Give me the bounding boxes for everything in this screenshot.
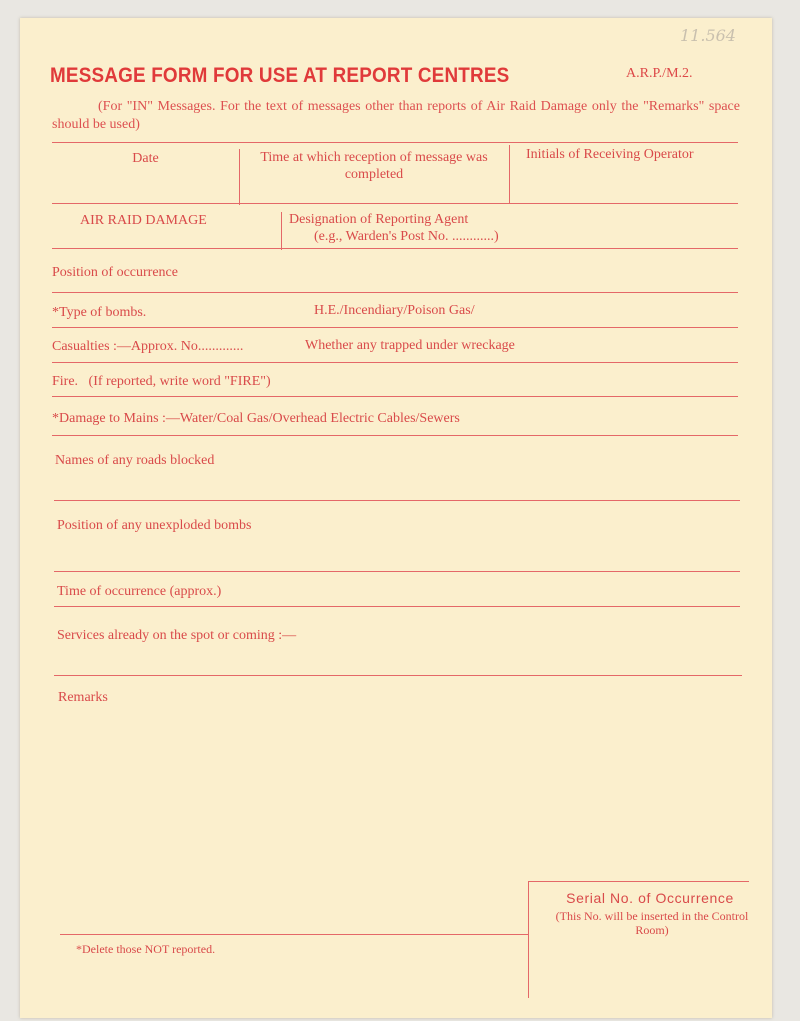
rule-footnote — [60, 934, 528, 935]
roads-blocked-label: Names of any roads blocked — [55, 453, 215, 468]
rule-casualties — [52, 362, 738, 363]
divider-date-time — [239, 149, 240, 205]
form-number: A.R.P./M.2. — [626, 66, 693, 81]
divider-time-initials — [509, 145, 510, 203]
air-raid-damage-heading: AIR RAID DAMAGE — [80, 213, 207, 228]
rule-roads — [54, 500, 740, 501]
rule-time-occurrence — [54, 606, 740, 607]
pencil-annotation: 11.564 — [680, 26, 736, 45]
remarks-label: Remarks — [58, 690, 108, 705]
time-of-occurrence-label: Time of occurrence (approx.) — [57, 584, 222, 599]
services-label: Services already on the spot or coming :— — [57, 628, 297, 643]
bomb-type-options: H.E./Incendiary/Poison Gas/ — [314, 303, 475, 318]
rule-reception-bottom — [52, 203, 738, 204]
reporting-agent-example: (e.g., Warden's Post No. ............) — [314, 229, 499, 244]
rule-mains — [52, 435, 738, 436]
rule-damage-bottom — [52, 248, 738, 249]
rule-position — [52, 292, 738, 293]
fire-label: Fire. (If reported, write word "FIRE") — [52, 374, 271, 389]
date-label: Date — [132, 151, 159, 166]
rule-bombs — [52, 327, 738, 328]
operator-initials-label: Initials of Receiving Operator — [526, 147, 694, 162]
trapped-label: Whether any trapped under wreckage — [305, 338, 515, 353]
rule-services — [54, 675, 742, 676]
form-instructions: (For "IN" Messages. For the text of messages other than reports of Air Raid Damage only the "Remarks" space should be used) — [52, 99, 740, 132]
rule-top — [52, 142, 738, 143]
reporting-agent-label: Designation of Reporting Agent — [289, 212, 469, 227]
rule-unexploded — [54, 571, 740, 572]
bomb-type-label: *Type of bombs. — [52, 305, 147, 320]
time-received-label: Time at which reception of message was completed — [260, 150, 488, 182]
form-title: MESSAGE FORM FOR USE AT REPORT CENTRES — [50, 64, 510, 87]
mains-damage-label: *Damage to Mains :—Water/Coal Gas/Overhead Electric Cables/Sewers — [52, 411, 460, 426]
casualties-label: Casualties :—Approx. No............. — [52, 339, 244, 354]
serial-number-label: Serial No. of Occurrence — [566, 890, 734, 906]
divider-damage-agent — [281, 212, 282, 250]
position-label: Position of occurrence — [52, 265, 178, 280]
serial-number-note: (This No. will be inserted in the Control Room) — [555, 909, 749, 937]
footnote: *Delete those NOT reported. — [76, 942, 216, 956]
unexploded-bombs-label: Position of any unexploded bombs — [57, 518, 252, 533]
rule-fire — [52, 396, 738, 397]
